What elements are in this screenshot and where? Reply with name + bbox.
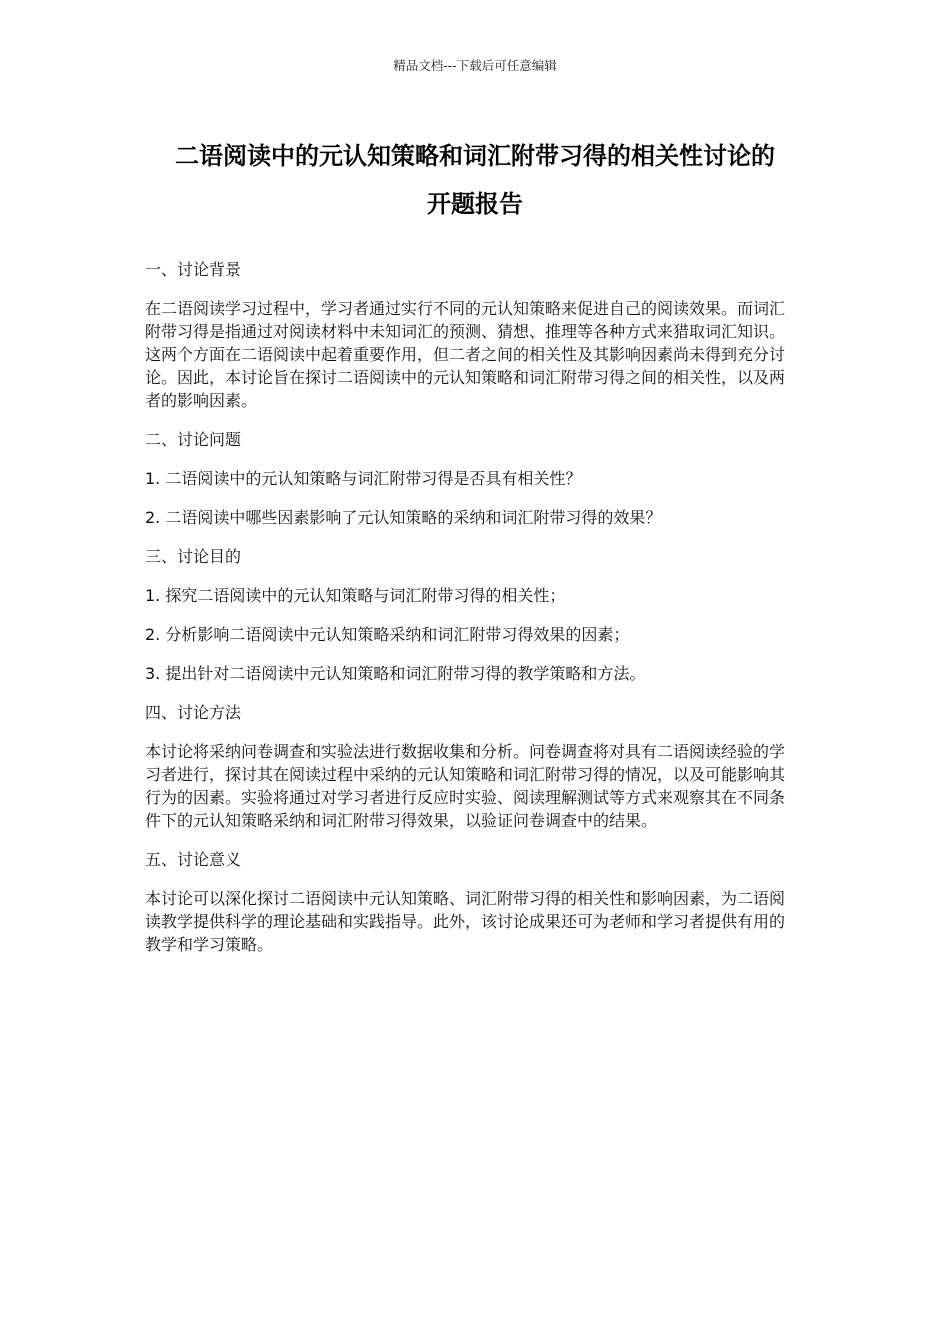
- question-item-2: 2. 二语阅读中哪些因素影响了元认知策略的采纳和词汇附带习得的效果？: [145, 508, 662, 527]
- objective-item-2: 2. 分析影响二语阅读中元认知策略采纳和词汇附带习得效果的因素；: [145, 625, 630, 644]
- section-heading-background: 一、讨论背景: [145, 260, 242, 279]
- section-heading-methods: 四、讨论方法: [145, 703, 242, 722]
- section-heading-questions: 二、讨论问题: [145, 430, 242, 449]
- title-line-1: 二语阅读中的元认知策略和词汇附带习得的相关性讨论的: [175, 142, 775, 170]
- page-header: 精品文档---下载后可任意编辑: [393, 58, 557, 73]
- objective-item-3: 3. 提出针对二语阅读中元认知策略和词汇附带习得的教学策略和方法。: [145, 664, 646, 683]
- section-body-methods: 本讨论将采纳问卷调查和实验法进行数据收集和分析。问卷调查将对具有二语阅读经验的学习者进行，探讨其在阅读过程中采纳的元认知策略和词汇附带习得的情况，以及可能影响其行为的因素。实验将通过对学习者进行反应时实验、阅读理解测试等方式来观察其在不同条件下的元认知策略采纳和词汇附带习得效果，以验证问卷调查中的结果。: [145, 742, 786, 830]
- title-line-2: 开题报告: [427, 190, 523, 218]
- section-body-significance: 本讨论可以深化探讨二语阅读中元认知策略、词汇附带习得的相关性和影响因素，为二语阅读教学提供科学的理论基础和实践指导。此外，该讨论成果还可为老师和学习者提供有用的教学和学习策略。: [145, 889, 786, 954]
- question-item-1: 1. 二语阅读中的元认知策略与词汇附带习得是否具有相关性？: [145, 469, 582, 488]
- document-body: [145, 258, 795, 972]
- section-heading-objectives: 三、讨论目的: [145, 547, 242, 566]
- section-body-background: 在二语阅读学习过程中，学习者通过实行不同的元认知策略来促进自己的阅读效果。而词汇附带习得是指通过对阅读材料中未知词汇的预测、猜想、推理等各种方式来猎取词汇知识。这两个方面在二语阅读中起着重要作用，但二者之间的相关性及其影响因素尚未得到充分讨论。因此，本讨论旨在探讨二语阅读中的元认知策略和词汇附带习得之间的相关性，以及两者的影响因素。: [145, 299, 786, 410]
- section-heading-significance: 五、讨论意义: [145, 850, 242, 869]
- document-title: [140, 132, 810, 228]
- objective-item-1: 1. 探究二语阅读中的元认知策略与词汇附带习得的相关性；: [145, 586, 566, 605]
